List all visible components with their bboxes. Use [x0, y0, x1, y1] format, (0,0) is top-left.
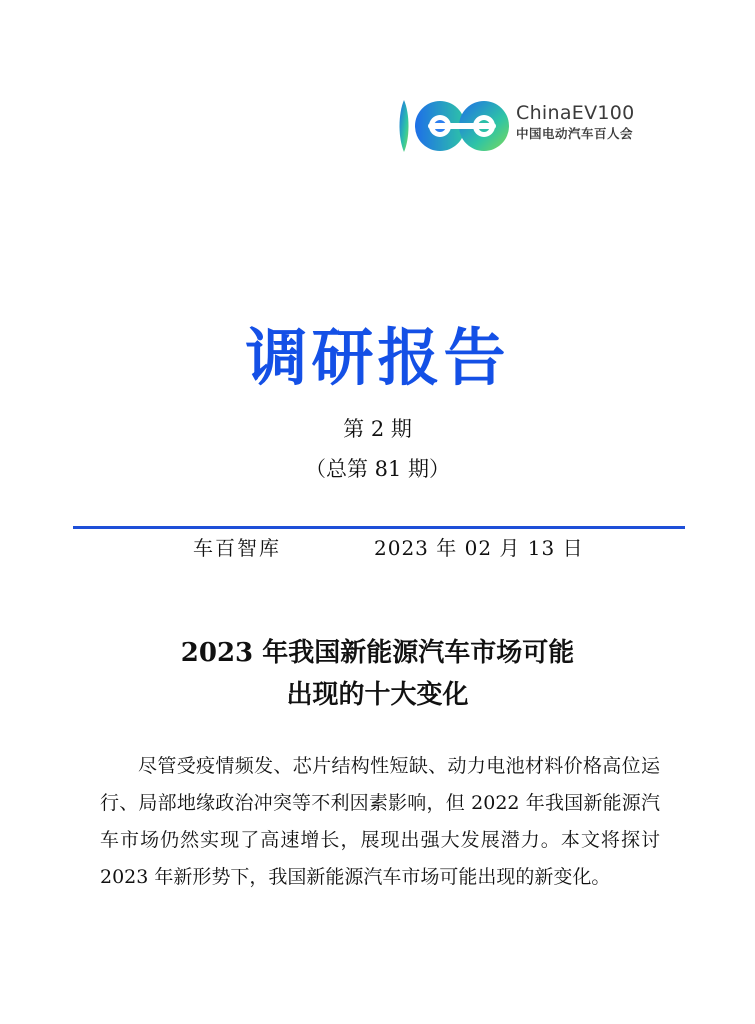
report-title: 调研报告: [245, 321, 510, 394]
article-title-line-2: 出现的十大变化: [286, 680, 469, 710]
header-divider: [73, 526, 685, 529]
source-label: 车百智库: [193, 536, 281, 560]
article-title: [0, 632, 755, 716]
issue-total: （总第 81 期）: [304, 457, 451, 481]
issue-number: 第 2 期: [343, 417, 412, 441]
publish-date: 2023 年 02 月 13 日: [374, 536, 584, 560]
intro-paragraph: 尽管受疫情频发、芯片结构性短缺、动力电池材料价格高位运行、局部地缘政治冲突等不利因素影响，但 2022 年我国新能源汽车市场仍然实现了高速增长，展现出强大发展潜力。本文将探讨 2023 年新形势下，我国新能源汽车市场可能出现的新变化。: [100, 755, 660, 888]
article-title-line-1: 2023 年我国新能源汽车市场可能: [180, 638, 575, 668]
article-body: [100, 748, 660, 896]
chinaev100-logo: [398, 96, 638, 156]
logo-mark-icon: [398, 96, 513, 156]
logo-chinese-name: 中国电动汽车百人会: [516, 126, 634, 141]
logo-english-name: ChinaEV100: [516, 102, 635, 124]
